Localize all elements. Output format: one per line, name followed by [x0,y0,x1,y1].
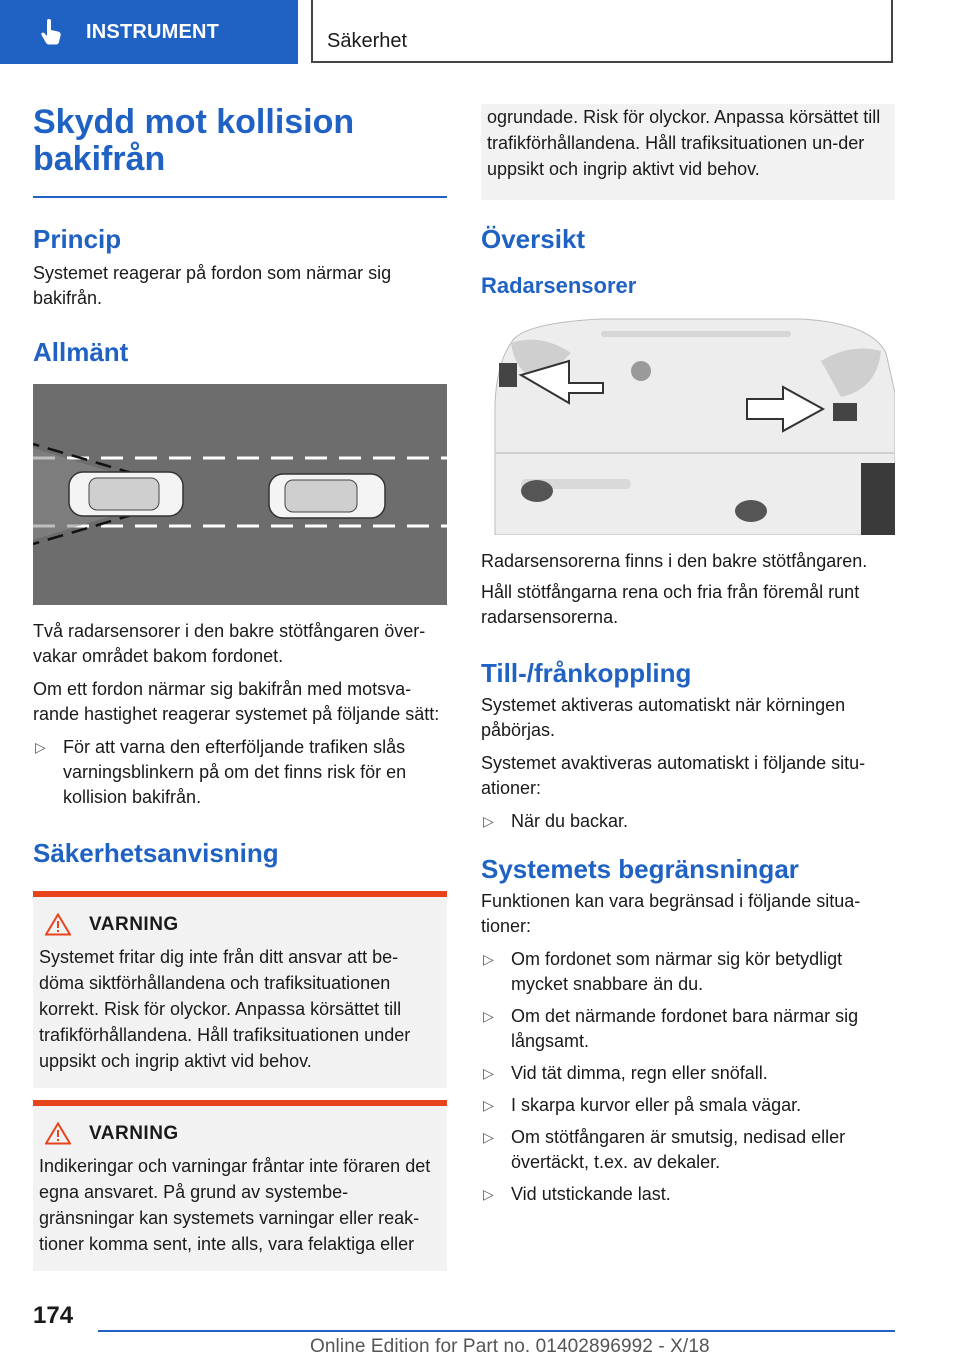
edition-footer: Online Edition for Part no. 01402896992 - X/18 [310,1336,710,1357]
princip-text: Systemet reagerar på fordon som närmar sig bakifrån. [33,263,392,308]
warning-text: Systemet fritar dig inte från ditt ansvar att be-döma siktförhållandena och trafiksituationen korrekt. Risk för olyckor. Anpassa körsättet till trafikförhållandena. Håll trafiksituationen under uppsikt och ingrip aktivt vid behov. [39,947,411,1071]
till-fran-heading: Till-/frånkoppling [481,658,692,688]
list-item [33,735,447,810]
chapter-header [311,0,893,63]
radar-coverage-illustration [33,384,447,605]
list-item-text: För att varna den efterföljande trafiken slås varningsblinkern på om det finns risk för en kollision bakifrån. [63,737,407,807]
list-item [481,1004,895,1054]
list-item-text: När du backar. [511,811,629,831]
section-tab[interactable] [0,0,298,64]
warning-text: Indikeringar och varningar fråntar inte föraren det egna ansvaret. På grund av systembe-gränsningar kan systemets varningar eller reak-tioner komma sent, inte alls, vara felaktiga eller [39,1156,431,1254]
warning-box-1 [33,891,447,1088]
oversikt-heading: Översikt [481,224,586,254]
allmant-paragraph-2: Om ett fordon närmar sig bakifrån med motsva-rande hastighet reagerar systemet på följande sätt: [33,679,440,724]
allmant-paragraph-1: Två radarsensorer i den bakre stötfångaren över-vakar området bakom fordonet. [33,621,426,666]
page-number: 174 [33,1302,74,1329]
warning-triangle-icon [45,913,71,936]
list-item [481,1061,895,1086]
section-tab-label: INSTRUMENT [86,20,220,43]
list-item-text: Om fordonet som närmar sig kör betydligt mycket snabbare än du. [511,949,843,994]
begransningar-paragraph: Funktionen kan vara begränsad i följande situa-tioner: [481,891,861,936]
allmant-heading: Allmänt [33,337,129,367]
begransningar-heading: Systemets begränsningar [481,854,799,884]
list-item [481,809,895,834]
page-title: Skydd mot kollision bakifrån [33,103,355,178]
list-item [481,1125,895,1175]
list-item-text: Om det närmande fordonet bara närmar sig långsamt. [511,1006,859,1051]
right-column [481,104,895,1207]
radar-paragraph-2: Håll stötfångarna rena och fria från föremål runt radarsensorerna. [481,582,860,627]
bullet-triangle-icon: ▷ [483,1097,494,1113]
bullet-triangle-icon: ▷ [483,1065,494,1081]
radarsensorer-heading: Radarsensorer [481,273,637,298]
till-paragraph-2: Systemet avaktiveras automatiskt i följande situ-ationer: [481,753,866,798]
rear-bumper-illustration [481,313,895,535]
list-item-text: I skarpa kurvor eller på smala vägar. [511,1095,802,1115]
title-rule [33,196,447,198]
bullet-triangle-icon: ▷ [483,813,494,829]
bullet-triangle-icon: ▷ [35,739,46,755]
warning-label: VARNING [89,913,179,935]
chapter-title: Säkerhet [327,30,408,52]
till-paragraph-1: Systemet aktiveras automatiskt när körningen påbörjas. [481,695,846,740]
list-item [481,1093,895,1118]
footer-rule [98,1330,895,1332]
warning-continuation-text: ogrundade. Risk för olyckor. Anpassa körsättet till trafikförhållandena. Håll trafiksituationen un-der uppsikt och ingrip aktivt vid behov. [487,107,881,179]
warning-continuation [481,104,895,200]
warning-label: VARNING [89,1122,179,1144]
warning-triangle-icon [45,1122,71,1145]
bullet-triangle-icon: ▷ [483,1008,494,1024]
list-item [481,947,895,997]
radar-paragraph-1: Radarsensorerna finns i den bakre stötfångaren. [481,551,868,571]
bullet-triangle-icon: ▷ [483,1129,494,1145]
bullet-triangle-icon: ▷ [483,951,494,967]
list-item [481,1182,895,1207]
sakerhet-heading: Säkerhetsanvisning [33,838,279,868]
warning-box-2 [33,1100,447,1271]
princip-heading: Princip [33,224,122,254]
list-item-text: Om stötfångaren är smutsig, nedisad eller övertäckt, t.ex. av dekaler. [511,1127,846,1172]
list-item-text: Vid tät dimma, regn eller snöfall. [511,1063,768,1083]
left-column [33,104,447,1271]
bullet-triangle-icon: ▷ [483,1186,494,1202]
list-item-text: Vid utstickande last. [511,1184,671,1204]
hand-pointer-icon [40,19,62,45]
